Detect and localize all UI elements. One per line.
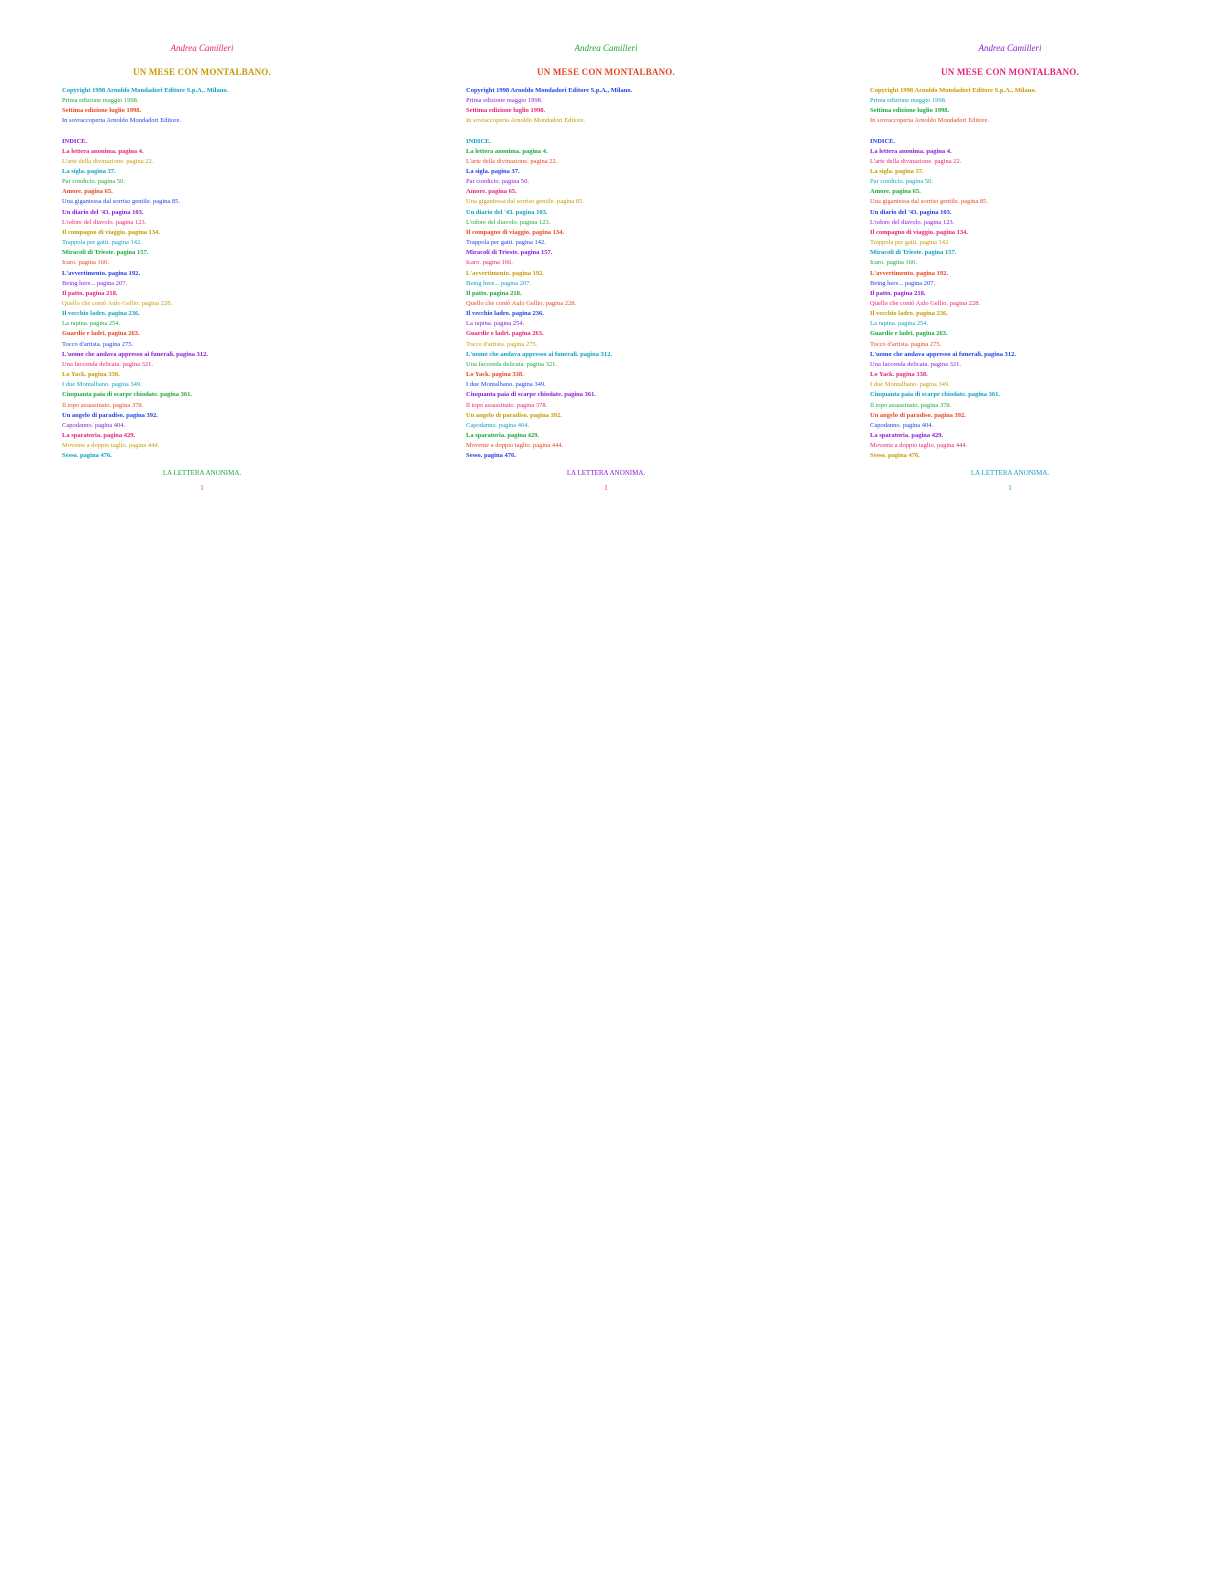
- toc-item[interactable]: La sigla. pagina 37.: [62, 167, 116, 175]
- meta-line: Copyright 1998 Arnoldo Mondadori Editore S.p.A., Milano.: [62, 87, 229, 94]
- toc-item[interactable]: Trappola per gatti. pagina 142.: [62, 239, 142, 247]
- meta-line: Prima edizione maggio 1998.: [870, 97, 947, 105]
- toc-item[interactable]: Movente a doppio taglio. pagina 444.: [466, 442, 564, 450]
- toc-item[interactable]: Guardie e ladri. pagina 263.: [870, 330, 948, 338]
- page-number: 1: [1008, 484, 1012, 493]
- toc-item[interactable]: Quello che contò Aulo Gellio. pagina 228.: [870, 299, 981, 307]
- meta-line: Prima edizione maggio 1998.: [466, 97, 543, 105]
- toc-item[interactable]: La lettera anonima. pagina 4.: [466, 147, 548, 155]
- toc-item[interactable]: Icaro. pagina 166.: [62, 259, 109, 267]
- toc-item[interactable]: Sesso. pagina 476.: [466, 452, 516, 460]
- toc-item[interactable]: La rapina. pagina 254.: [870, 320, 929, 328]
- toc-item[interactable]: Un diario del '43. pagina 103.: [870, 208, 952, 216]
- toc-list: [466, 147, 766, 462]
- toc-item[interactable]: Il topo assassinato. pagina 378.: [62, 401, 144, 409]
- toc-item[interactable]: Cinquanta paia di scarpe chiodate. pagina 361.: [870, 391, 1001, 399]
- book-title: UN MESE CON MONTALBANO.: [941, 67, 1079, 77]
- meta-line: Settima edizione luglio 1998.: [466, 107, 546, 115]
- meta-line: In sovraccoperta Arnoldo Mondadori Editore.: [870, 117, 989, 125]
- toc-item[interactable]: La lettera anonima. pagina 4.: [870, 147, 952, 155]
- toc-item[interactable]: L'avvertimento. pagina 192.: [62, 269, 140, 277]
- page-number: 1: [604, 484, 608, 493]
- toc-item[interactable]: Being here... pagina 207.: [466, 279, 532, 287]
- index-heading: INDICE.: [870, 137, 896, 145]
- meta-line: In sovraccoperta Arnoldo Mondadori Editore.: [62, 117, 181, 125]
- toc-item[interactable]: Icaro. pagina 166.: [466, 259, 513, 267]
- toc-item[interactable]: L'uomo che andava appresso ai funerali. pagina 312.: [62, 350, 208, 358]
- toc-item[interactable]: Capodanno. pagina 404.: [870, 421, 934, 429]
- toc-item[interactable]: Lo Yack. pagina 338.: [466, 371, 524, 379]
- toc-list: [62, 147, 362, 462]
- toc-item[interactable]: Being here... pagina 207.: [870, 279, 936, 287]
- book-title: UN MESE CON MONTALBANO.: [133, 67, 271, 77]
- page-number: 1: [200, 484, 204, 493]
- toc-item[interactable]: Tocco d'artista. pagina 275.: [466, 340, 538, 348]
- toc-item[interactable]: Il patto. pagina 218.: [466, 289, 522, 297]
- toc-item[interactable]: Quello che contò Aulo Gellio. pagina 228.: [62, 299, 173, 307]
- toc-item[interactable]: L'arte della divinazione. pagina 22.: [870, 157, 962, 165]
- toc-item[interactable]: Una faccenda delicata. pagina 321.: [870, 360, 961, 368]
- toc-item[interactable]: Una gigantessa dal sorriso gentile. pagina 85.: [62, 198, 181, 206]
- toc-item[interactable]: L'odore del diavolo. pagina 123.: [870, 218, 955, 226]
- section-title: LA LETTERA ANONIMA.: [970, 469, 1050, 478]
- toc-item[interactable]: Il compagno di viaggio. pagina 134.: [62, 228, 161, 236]
- toc-item[interactable]: Una faccenda delicata. pagina 321.: [466, 360, 557, 368]
- toc-item[interactable]: La sparatoria. pagina 429.: [870, 432, 944, 439]
- toc-item[interactable]: Amore. pagina 65.: [466, 188, 517, 196]
- meta-line: Copyright 1998 Arnoldo Mondadori Editore S.p.A., Milano.: [466, 87, 633, 94]
- toc-item[interactable]: La rapina. pagina 254.: [62, 320, 121, 328]
- page-column-left: [62, 42, 362, 493]
- toc-item[interactable]: Cinquanta paia di scarpe chiodate. pagina 361.: [62, 391, 193, 399]
- toc-item[interactable]: Miracoli di Trieste. pagina 157.: [870, 249, 957, 257]
- author: Andrea Camilleri: [574, 43, 638, 53]
- toc-item[interactable]: Il topo assassinato. pagina 378.: [466, 401, 548, 409]
- meta-line: Settima edizione luglio 1998.: [870, 107, 950, 115]
- page-column-middle: [466, 42, 766, 493]
- section-title: LA LETTERA ANONIMA.: [162, 469, 242, 478]
- toc-item[interactable]: Il compagno di viaggio. pagina 134.: [870, 228, 969, 236]
- toc-item[interactable]: Tocco d'artista. pagina 275.: [870, 340, 942, 348]
- toc-item[interactable]: Movente a doppio taglio. pagina 444.: [870, 442, 968, 450]
- toc-item[interactable]: La sparatoria. pagina 429.: [62, 432, 136, 439]
- toc-item[interactable]: Cinquanta paia di scarpe chiodate. pagina 361.: [466, 391, 597, 399]
- toc-item[interactable]: La sparatoria. pagina 429.: [466, 432, 540, 439]
- copyright-block: [466, 86, 766, 127]
- section-title: LA LETTERA ANONIMA.: [566, 469, 646, 478]
- toc-item[interactable]: Il topo assassinato. pagina 378.: [870, 401, 952, 409]
- toc-item[interactable]: I due Montalbano. pagina 349.: [466, 381, 546, 389]
- toc-item[interactable]: La sigla. pagina 37.: [466, 167, 520, 175]
- toc-item[interactable]: La lettera anonima. pagina 4.: [62, 147, 144, 155]
- toc-item[interactable]: Trappola per gatti. pagina 142.: [870, 239, 950, 247]
- toc-item[interactable]: Guardie e ladri. pagina 263.: [466, 330, 544, 338]
- toc-item[interactable]: Icaro. pagina 166.: [870, 259, 917, 267]
- toc-item[interactable]: Lo Yack. pagina 338.: [62, 371, 120, 379]
- toc-item[interactable]: La rapina. pagina 254.: [466, 320, 525, 328]
- page-column-right: [870, 42, 1170, 493]
- toc-item[interactable]: Capodanno. pagina 404.: [62, 421, 126, 429]
- meta-line: Settima edizione luglio 1998.: [62, 107, 142, 115]
- toc-item[interactable]: Capodanno. pagina 404.: [466, 421, 530, 429]
- index-heading: INDICE.: [466, 137, 492, 145]
- toc-item[interactable]: Il vecchio ladro. pagina 236.: [870, 310, 948, 318]
- toc-item[interactable]: La sigla. pagina 37.: [870, 167, 924, 175]
- toc-item[interactable]: Un diario del '43. pagina 103.: [62, 208, 144, 216]
- meta-line: In sovraccoperta Arnoldo Mondadori Editore.: [466, 117, 585, 125]
- toc-item[interactable]: L'odore del diavolo. pagina 123.: [466, 218, 551, 226]
- toc-item[interactable]: Un angelo di paradiso. pagina 392.: [62, 411, 158, 419]
- toc-item[interactable]: Tocco d'artista. pagina 275.: [62, 340, 134, 348]
- toc-item[interactable]: L'uomo che andava appresso ai funerali. pagina 312.: [870, 350, 1016, 358]
- toc-item[interactable]: Amore. pagina 65.: [870, 188, 921, 196]
- toc-item[interactable]: Quello che contò Aulo Gellio. pagina 228.: [466, 299, 577, 307]
- toc-item[interactable]: Sesso. pagina 476.: [870, 452, 920, 460]
- index-heading: INDICE.: [62, 137, 88, 145]
- toc-item[interactable]: I due Montalbano. pagina 349.: [870, 381, 950, 389]
- toc-item[interactable]: Amore. pagina 65.: [62, 188, 113, 196]
- toc-item[interactable]: L'avvertimento. pagina 192.: [466, 269, 544, 277]
- author: Andrea Camilleri: [170, 43, 234, 53]
- toc-item[interactable]: Il patto. pagina 218.: [870, 289, 926, 297]
- toc-item[interactable]: Movente a doppio taglio. pagina 444.: [62, 442, 160, 450]
- toc-item[interactable]: Miracoli di Trieste. pagina 157.: [466, 249, 553, 257]
- toc-item[interactable]: L'avvertimento. pagina 192.: [870, 269, 948, 277]
- toc-item[interactable]: L'arte della divinazione. pagina 22.: [466, 157, 558, 165]
- toc-item[interactable]: Trappola per gatti. pagina 142.: [466, 239, 546, 247]
- author: Andrea Camilleri: [978, 43, 1042, 53]
- toc-item[interactable]: L'odore del diavolo. pagina 123.: [62, 218, 147, 226]
- toc-item[interactable]: Una gigantessa dal sorriso gentile. pagina 85.: [870, 198, 989, 206]
- toc-item[interactable]: Un diario del '43. pagina 103.: [466, 208, 548, 216]
- toc-item[interactable]: Lo Yack. pagina 338.: [870, 371, 928, 379]
- copyright-block: [870, 86, 1170, 127]
- toc-item[interactable]: Sesso. pagina 476.: [62, 452, 112, 460]
- toc-item[interactable]: Par condicio. pagina 50.: [62, 178, 125, 186]
- toc-item[interactable]: Il patto. pagina 218.: [62, 289, 118, 297]
- toc-item[interactable]: Par condicio. pagina 50.: [870, 178, 933, 186]
- toc-item[interactable]: L'arte della divinazione. pagina 22.: [62, 157, 154, 165]
- meta-line: Copyright 1998 Arnoldo Mondadori Editore S.p.A., Milano.: [870, 87, 1037, 94]
- toc-item[interactable]: Being here... pagina 207.: [62, 279, 128, 287]
- copyright-block: [62, 86, 362, 127]
- toc-item[interactable]: Il compagno di viaggio. pagina 134.: [466, 228, 565, 236]
- meta-line: Prima edizione maggio 1998.: [62, 97, 139, 105]
- toc-item[interactable]: L'uomo che andava appresso ai funerali. pagina 312.: [466, 350, 612, 358]
- toc-item[interactable]: Una gigantessa dal sorriso gentile. pagina 85.: [466, 198, 585, 206]
- toc-item[interactable]: Par condicio. pagina 50.: [466, 178, 529, 186]
- toc-list: [870, 147, 1170, 462]
- toc-item[interactable]: Un angelo di paradiso. pagina 392.: [870, 411, 966, 419]
- book-title: UN MESE CON MONTALBANO.: [537, 67, 675, 77]
- toc-item[interactable]: Il vecchio ladro. pagina 236.: [62, 310, 140, 318]
- toc-item[interactable]: Un angelo di paradiso. pagina 392.: [466, 411, 562, 419]
- toc-item[interactable]: I due Montalbano. pagina 349.: [62, 381, 142, 389]
- toc-item[interactable]: Miracoli di Trieste. pagina 157.: [62, 249, 149, 257]
- toc-item[interactable]: Il vecchio ladro. pagina 236.: [466, 310, 544, 318]
- toc-item[interactable]: Una faccenda delicata. pagina 321.: [62, 360, 153, 368]
- toc-item[interactable]: Guardie e ladri. pagina 263.: [62, 330, 140, 338]
